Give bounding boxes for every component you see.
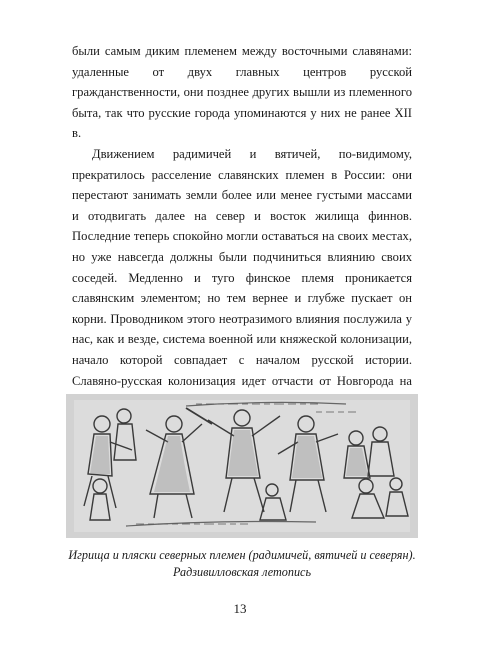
caption-line-2: Радзивилловская летопись <box>173 565 311 579</box>
chronicle-illustration <box>66 394 418 538</box>
page-number: 13 <box>233 601 247 616</box>
paragraph-continued: были самым диким племенем между восточными славянами: удаленные от двух главных центров русской гражданственности, они позднее других вышли из племенного быта, так что русские города упоминаются у них не ранее XII в. <box>72 44 412 141</box>
dancing-figures-illustration <box>66 394 418 538</box>
caption-line-1: Игрища и пляски северных племен (радимичей, вятичей и северян). <box>68 548 416 562</box>
paragraph-main: Движением радимичей и вятичей, по-видимому, прекратилось расселение славянских племен в России: они перестают занимать земли более или менее густыми массами и отодвигать далее на север и восток жилища финнов. Последние теперь спокойно могли оставаться на своих местах, но уже навсегда должны были подчиниться влиянию своих соседей. Медленно и туго финское племя проникается славянским элементом; но тем вернее и глубже пускает он корни. Проводником этого неотразимого влияния послужила у нас, как и везде, система военной или княжеской колонизации, начало которой совпадает с началом русской истории. Славяно-русская колонизация идет отчасти от Новгорода на <box>72 146 412 388</box>
figure-caption <box>60 547 424 581</box>
